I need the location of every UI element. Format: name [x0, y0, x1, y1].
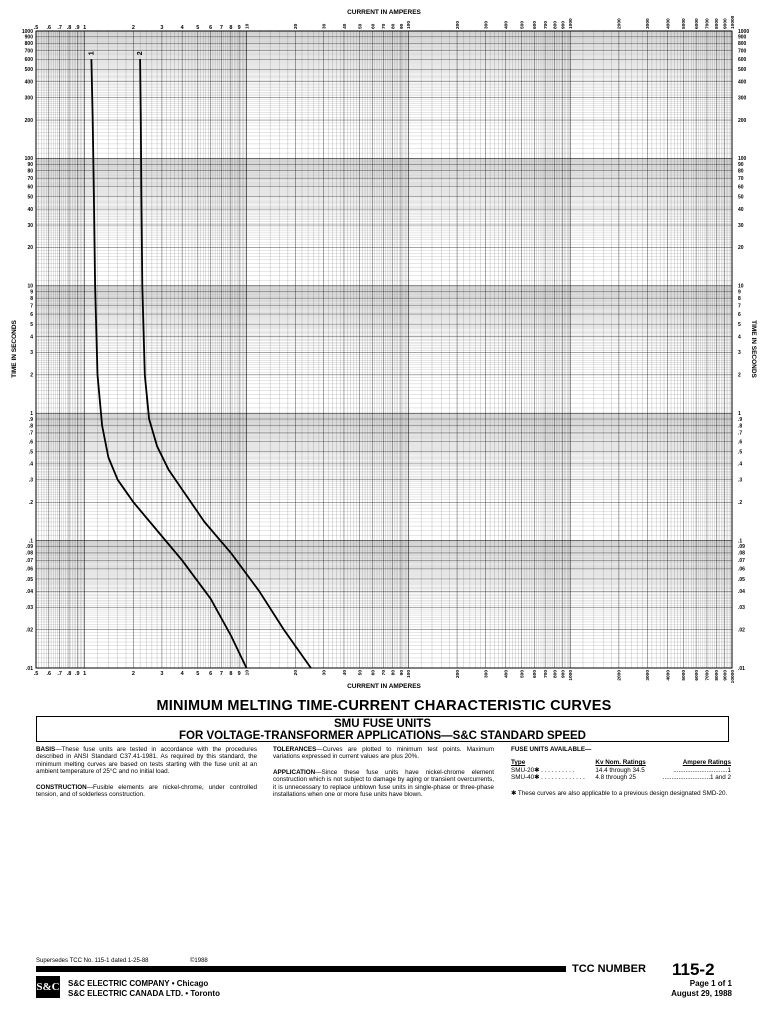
tcc-number: 115-2	[672, 960, 715, 979]
x-tick-label: 4	[180, 671, 184, 677]
table-header-row	[511, 759, 731, 766]
y-tick-label: 60	[27, 184, 33, 191]
x-tick-label: 40	[342, 23, 348, 29]
y-tick-label: 9	[30, 289, 33, 296]
company-logo: S&C	[36, 976, 60, 998]
x-tick-label: 30	[322, 670, 328, 676]
y-tick-label: .4	[28, 461, 33, 468]
x-tick-label: 80	[391, 670, 397, 676]
x-tick-label: 6000	[694, 18, 700, 29]
x-tick-label: 500	[520, 20, 526, 29]
curve-label-1: 1	[88, 51, 96, 56]
y-tick-label: 40	[27, 206, 33, 213]
x-tick-label: 5000	[682, 18, 688, 29]
y-tick-label: 500	[24, 67, 33, 74]
y-tick-label: .5	[738, 449, 743, 456]
y-tick-label: .8	[738, 423, 743, 430]
y-tick-label: 800	[738, 41, 747, 48]
y-tick-label: 20	[27, 245, 33, 252]
table-row	[511, 774, 731, 781]
x-tick-label: 6	[209, 25, 213, 31]
y-tick-label: .7	[28, 430, 33, 437]
y-tick-label: 70	[27, 175, 33, 182]
x-tick-label: 200	[455, 670, 461, 679]
y-tick-label: .3	[28, 477, 33, 484]
x-tick-label: 50	[358, 23, 364, 29]
x-tick-label: 10000	[730, 15, 736, 29]
y-tick-label: .2	[28, 500, 33, 507]
x-axis-title-bottom: CURRENT IN AMPERES	[347, 683, 421, 690]
y-tick-label: 1	[30, 411, 33, 417]
y-tick-label: .09	[26, 544, 33, 551]
row-amp: ...........................1 and 2	[662, 774, 731, 782]
x-tick-label: 1000	[568, 18, 574, 29]
application-heading: APPLICATION	[273, 768, 316, 776]
subtitle-line-1: SMU FUSE UNITS	[333, 718, 432, 730]
x-tick-label: 3	[160, 25, 164, 31]
row-type: SMU-40✱ . . . . . . . . . . . . .	[511, 774, 585, 782]
row-type: SMU-20✱ . . . . . . . . . .	[511, 766, 575, 774]
x-tick-label: 9	[237, 671, 241, 677]
x-tick-label: 600	[533, 20, 539, 29]
y-tick-label: .2	[738, 500, 743, 507]
y-tick-label: 50	[27, 194, 33, 201]
x-tick-label: 5	[196, 671, 200, 677]
x-tick-label: 70	[382, 23, 388, 29]
y-tick-label: 80	[738, 168, 744, 175]
x-tick-label: 400	[504, 20, 510, 29]
y-tick-label: 1	[738, 411, 741, 417]
y-tick-label: 200	[738, 117, 747, 124]
x-tick-label: 300	[484, 20, 490, 29]
x-tick-label: 7	[219, 671, 223, 677]
y-tick-label: 4	[30, 334, 33, 341]
y-tick-label: 10	[27, 283, 33, 290]
x-tick-label: 500	[520, 670, 526, 679]
col-kv-header: Kv Nom. Ratings	[595, 759, 646, 767]
x-tick-label: 3000	[646, 18, 652, 29]
x-tick-label: .9	[75, 25, 80, 31]
y-tick-label: .1	[738, 538, 743, 545]
y-tick-label: .09	[738, 544, 745, 551]
x-tick-label: 100	[407, 20, 413, 29]
y-tick-label: 60	[738, 184, 744, 191]
x-tick-label: .8	[66, 25, 72, 31]
y-tick-label: .4	[738, 461, 743, 468]
basis-text: —These fuse units are tested in accordance with the procedures described in ANSI Standard C37.41-1981. As required by this standard, the minimum melting curves are based on tests starting with the fuse unit at an ambient temperature of 25°C and no initial load.	[36, 746, 257, 776]
y-tick-label: 6	[738, 311, 741, 318]
x-tick-label: 20	[294, 23, 300, 29]
y-tick-label: 7	[738, 303, 741, 310]
copyright: ©1988	[190, 958, 208, 964]
y-tick-label: 3	[30, 350, 33, 357]
tolerances-text: —Curves are plotted to minimum test points. Maximum variations expressed in current values are plus 20%.	[273, 746, 494, 761]
y-axis-title-right: TIME IN SECONDS	[750, 320, 757, 378]
y-tick-label: 400	[738, 79, 747, 86]
x-tick-label: 80	[391, 23, 397, 29]
y-tick-label: 500	[738, 67, 747, 74]
x-tick-label: 70	[382, 670, 388, 676]
y-tick-label: .06	[738, 566, 745, 573]
row-kv: 4.8 through 25	[595, 774, 637, 782]
x-tick-label: 200	[455, 20, 461, 29]
x-tick-label: .9	[75, 671, 80, 677]
notes-column-3	[511, 746, 731, 797]
x-tick-label: 9	[237, 25, 241, 31]
y-tick-label: .5	[28, 449, 33, 456]
y-tick-label: .05	[26, 576, 33, 583]
x-tick-label: 4	[180, 25, 184, 31]
x-tick-label: 4000	[666, 670, 672, 681]
y-tick-label: .07	[738, 558, 745, 565]
x-tick-label: 8	[229, 671, 233, 677]
page-number: Page 1 of 1	[689, 979, 732, 988]
x-tick-label: 1	[83, 671, 87, 677]
supersedes-note: Supersedes TCC No. 115-1 dated 1-25-88	[36, 958, 149, 964]
y-tick-label: 200	[24, 117, 33, 124]
subtitle-box	[36, 716, 729, 742]
x-tick-label: 1	[83, 25, 87, 31]
tolerances-heading: TOLERANCES	[273, 746, 317, 753]
row-kv: 14.4 through 34.5	[595, 766, 645, 774]
y-tick-label: 800	[24, 41, 33, 48]
x-tick-label: 90	[399, 23, 405, 29]
x-tick-label: .6	[46, 25, 52, 31]
basis-note	[36, 746, 257, 776]
y-tick-label: 400	[24, 79, 33, 86]
footer-rule	[36, 966, 566, 972]
y-tick-label: 700	[24, 48, 33, 55]
y-tick-label: 70	[738, 175, 744, 182]
y-tick-label: .07	[26, 558, 33, 565]
y-tick-label: .1	[28, 538, 33, 545]
y-tick-label: 5	[30, 321, 33, 328]
page-info	[671, 979, 732, 999]
y-tick-label: 30	[27, 222, 33, 229]
y-tick-label: 600	[24, 57, 33, 64]
y-tick-label: 300	[738, 95, 747, 102]
y-tick-label: 100	[24, 156, 33, 163]
x-tick-label: 800	[553, 20, 559, 29]
x-tick-label: 800	[553, 670, 559, 679]
y-tick-label: 90	[738, 162, 744, 169]
x-tick-label: 6000	[694, 670, 700, 681]
x-tick-label: 4000	[666, 18, 672, 29]
notes-column-1	[36, 746, 257, 806]
y-tick-label: 9	[738, 289, 741, 296]
x-tick-label: 50	[358, 670, 364, 676]
y-tick-label: 4	[738, 334, 741, 341]
x-tick-label: .7	[57, 671, 62, 677]
y-tick-label: 20	[738, 245, 744, 252]
y-tick-label: .04	[26, 589, 33, 596]
y-tick-label: 8	[738, 295, 741, 302]
curve-label-2: 2	[137, 51, 145, 56]
x-tick-label: .6	[46, 671, 52, 677]
x-tick-label: 10	[245, 23, 251, 29]
y-tick-label: .05	[738, 576, 745, 583]
x-tick-label: 9000	[723, 18, 729, 29]
y-tick-label: 300	[24, 95, 33, 102]
y-tick-label: 1000	[738, 28, 750, 35]
x-tick-label: 10	[245, 670, 251, 676]
y-tick-label: .6	[28, 439, 33, 446]
y-tick-label: 2	[738, 372, 741, 379]
x-tick-label: 3	[160, 671, 164, 677]
x-tick-label: 2	[131, 25, 135, 31]
y-tick-label: .7	[738, 430, 743, 437]
x-tick-label: 2	[131, 671, 135, 677]
x-tick-label: 7000	[705, 18, 711, 29]
y-tick-label: .08	[26, 550, 33, 557]
y-tick-label: .01	[738, 665, 745, 672]
y-tick-label: 6	[30, 311, 33, 318]
y-tick-label: .03	[738, 605, 745, 612]
x-tick-label: 40	[342, 670, 348, 676]
x-tick-label: 600	[533, 670, 539, 679]
x-tick-label: 5000	[682, 670, 688, 681]
y-tick-label: .3	[738, 477, 743, 484]
x-tick-label: 900	[561, 20, 567, 29]
y-tick-label: 900	[24, 34, 33, 41]
y-tick-label: 90	[27, 162, 33, 169]
x-tick-label: 2000	[617, 18, 623, 29]
y-tick-label: .9	[738, 416, 743, 423]
construction-heading: CONSTRUCTION	[36, 783, 87, 791]
y-tick-label: 40	[738, 206, 744, 213]
subtitle-line-2: FOR VOLTAGE-TRANSFORMER APPLICATIONS—S&C STANDARD SPEED	[179, 730, 586, 742]
x-tick-label: 20	[294, 670, 300, 676]
company-line-2: S&C ELECTRIC CANADA LTD. • Toronto	[68, 989, 220, 998]
y-tick-label: 3	[738, 350, 741, 357]
x-tick-label: 400	[504, 670, 510, 679]
x-tick-label: 900	[561, 670, 567, 679]
x-tick-label: 9000	[723, 670, 729, 681]
y-tick-label: .6	[738, 439, 743, 446]
y-tick-label: .8	[28, 423, 33, 430]
y-tick-label: 50	[738, 194, 744, 201]
x-tick-label: 3000	[646, 670, 652, 681]
y-tick-label: .02	[738, 627, 745, 634]
fuse-units-heading: FUSE UNITS AVAILABLE—	[511, 746, 592, 753]
y-axis-title-left: TIME IN SECONDS	[11, 320, 18, 378]
y-tick-label: .08	[738, 550, 745, 557]
x-tick-label: 60	[371, 670, 377, 676]
fuse-units-table	[511, 759, 731, 781]
issue-date: August 29, 1988	[671, 989, 732, 998]
application-text: —Since these fuse units have nickel-chrome element construction which is not subject to damage by aging or transient overcurrents, it is unnecessary to replace unblown fuse units in single-phase or three-phase installations when one or more fuse units have blown.	[273, 768, 494, 799]
basis-heading: BASIS	[36, 746, 56, 753]
application-note	[273, 769, 494, 799]
x-tick-label: 8000	[715, 670, 721, 681]
x-tick-label: 5	[196, 25, 200, 31]
row-amp: ...............................1	[673, 766, 731, 774]
x-tick-label: 6	[209, 671, 213, 677]
tcc-label: TCC NUMBER	[572, 963, 646, 975]
company-line-1: S&C ELECTRIC COMPANY • Chicago	[68, 979, 209, 988]
notes-column-2	[273, 746, 494, 806]
x-tick-label: .5	[33, 671, 39, 677]
y-tick-label: .06	[26, 566, 33, 573]
x-tick-label: 60	[371, 23, 377, 29]
x-tick-label: 90	[399, 670, 405, 676]
x-tick-label: 2000	[617, 670, 623, 681]
construction-note	[36, 784, 257, 799]
footnote: ✱ These curves are also applicable to a previous design designated SMD-20.	[511, 789, 728, 797]
y-tick-label: 8	[30, 295, 33, 302]
y-tick-label: 700	[738, 48, 747, 55]
table-row	[511, 767, 731, 774]
x-axis-title-top: CURRENT IN AMPERES	[347, 9, 421, 16]
y-tick-label: .03	[26, 605, 33, 612]
y-tick-label: 10	[738, 283, 744, 290]
y-tick-label: 100	[738, 156, 747, 163]
y-tick-label: 900	[738, 34, 747, 41]
x-tick-label: .5	[33, 25, 39, 31]
y-tick-label: .9	[28, 416, 33, 423]
y-tick-label: 30	[738, 222, 744, 229]
y-tick-label: .02	[26, 627, 33, 634]
y-tick-label: 7	[30, 303, 33, 310]
y-tick-label: 5	[738, 321, 741, 328]
x-tick-label: 10000	[730, 670, 736, 684]
tolerances-note	[273, 746, 494, 761]
y-tick-label: 80	[27, 168, 33, 175]
x-tick-label: 700	[543, 670, 549, 679]
x-tick-label: 700	[543, 20, 549, 29]
y-tick-label: .01	[26, 665, 33, 672]
curves	[88, 51, 310, 668]
y-tick-label: 1000	[21, 28, 33, 35]
x-tick-label: .8	[66, 671, 72, 677]
x-tick-label: 30	[322, 23, 328, 29]
company-info	[68, 979, 220, 999]
x-tick-label: 1000	[568, 670, 574, 681]
x-tick-label: 8	[229, 25, 233, 31]
x-tick-label: 300	[484, 670, 490, 679]
x-tick-label: 7	[219, 25, 223, 31]
col-type-header: Type	[511, 759, 526, 767]
y-tick-label: 600	[738, 57, 747, 64]
x-tick-label: 8000	[715, 18, 721, 29]
y-tick-label: 2	[30, 372, 33, 379]
x-tick-label: 7000	[705, 670, 711, 681]
page-title: MINIMUM MELTING TIME-CURRENT CHARACTERISTIC CURVES	[156, 698, 612, 714]
x-tick-label: .7	[57, 25, 62, 31]
x-tick-label: 100	[407, 670, 413, 679]
tick-labels	[22, 15, 749, 683]
col-amp-header: Ampere Ratings	[682, 759, 731, 767]
y-tick-label: .04	[738, 589, 745, 596]
construction-text: —Fusible elements are nickel-chrome, under controlled tension, and of solderless construction.	[36, 783, 257, 799]
